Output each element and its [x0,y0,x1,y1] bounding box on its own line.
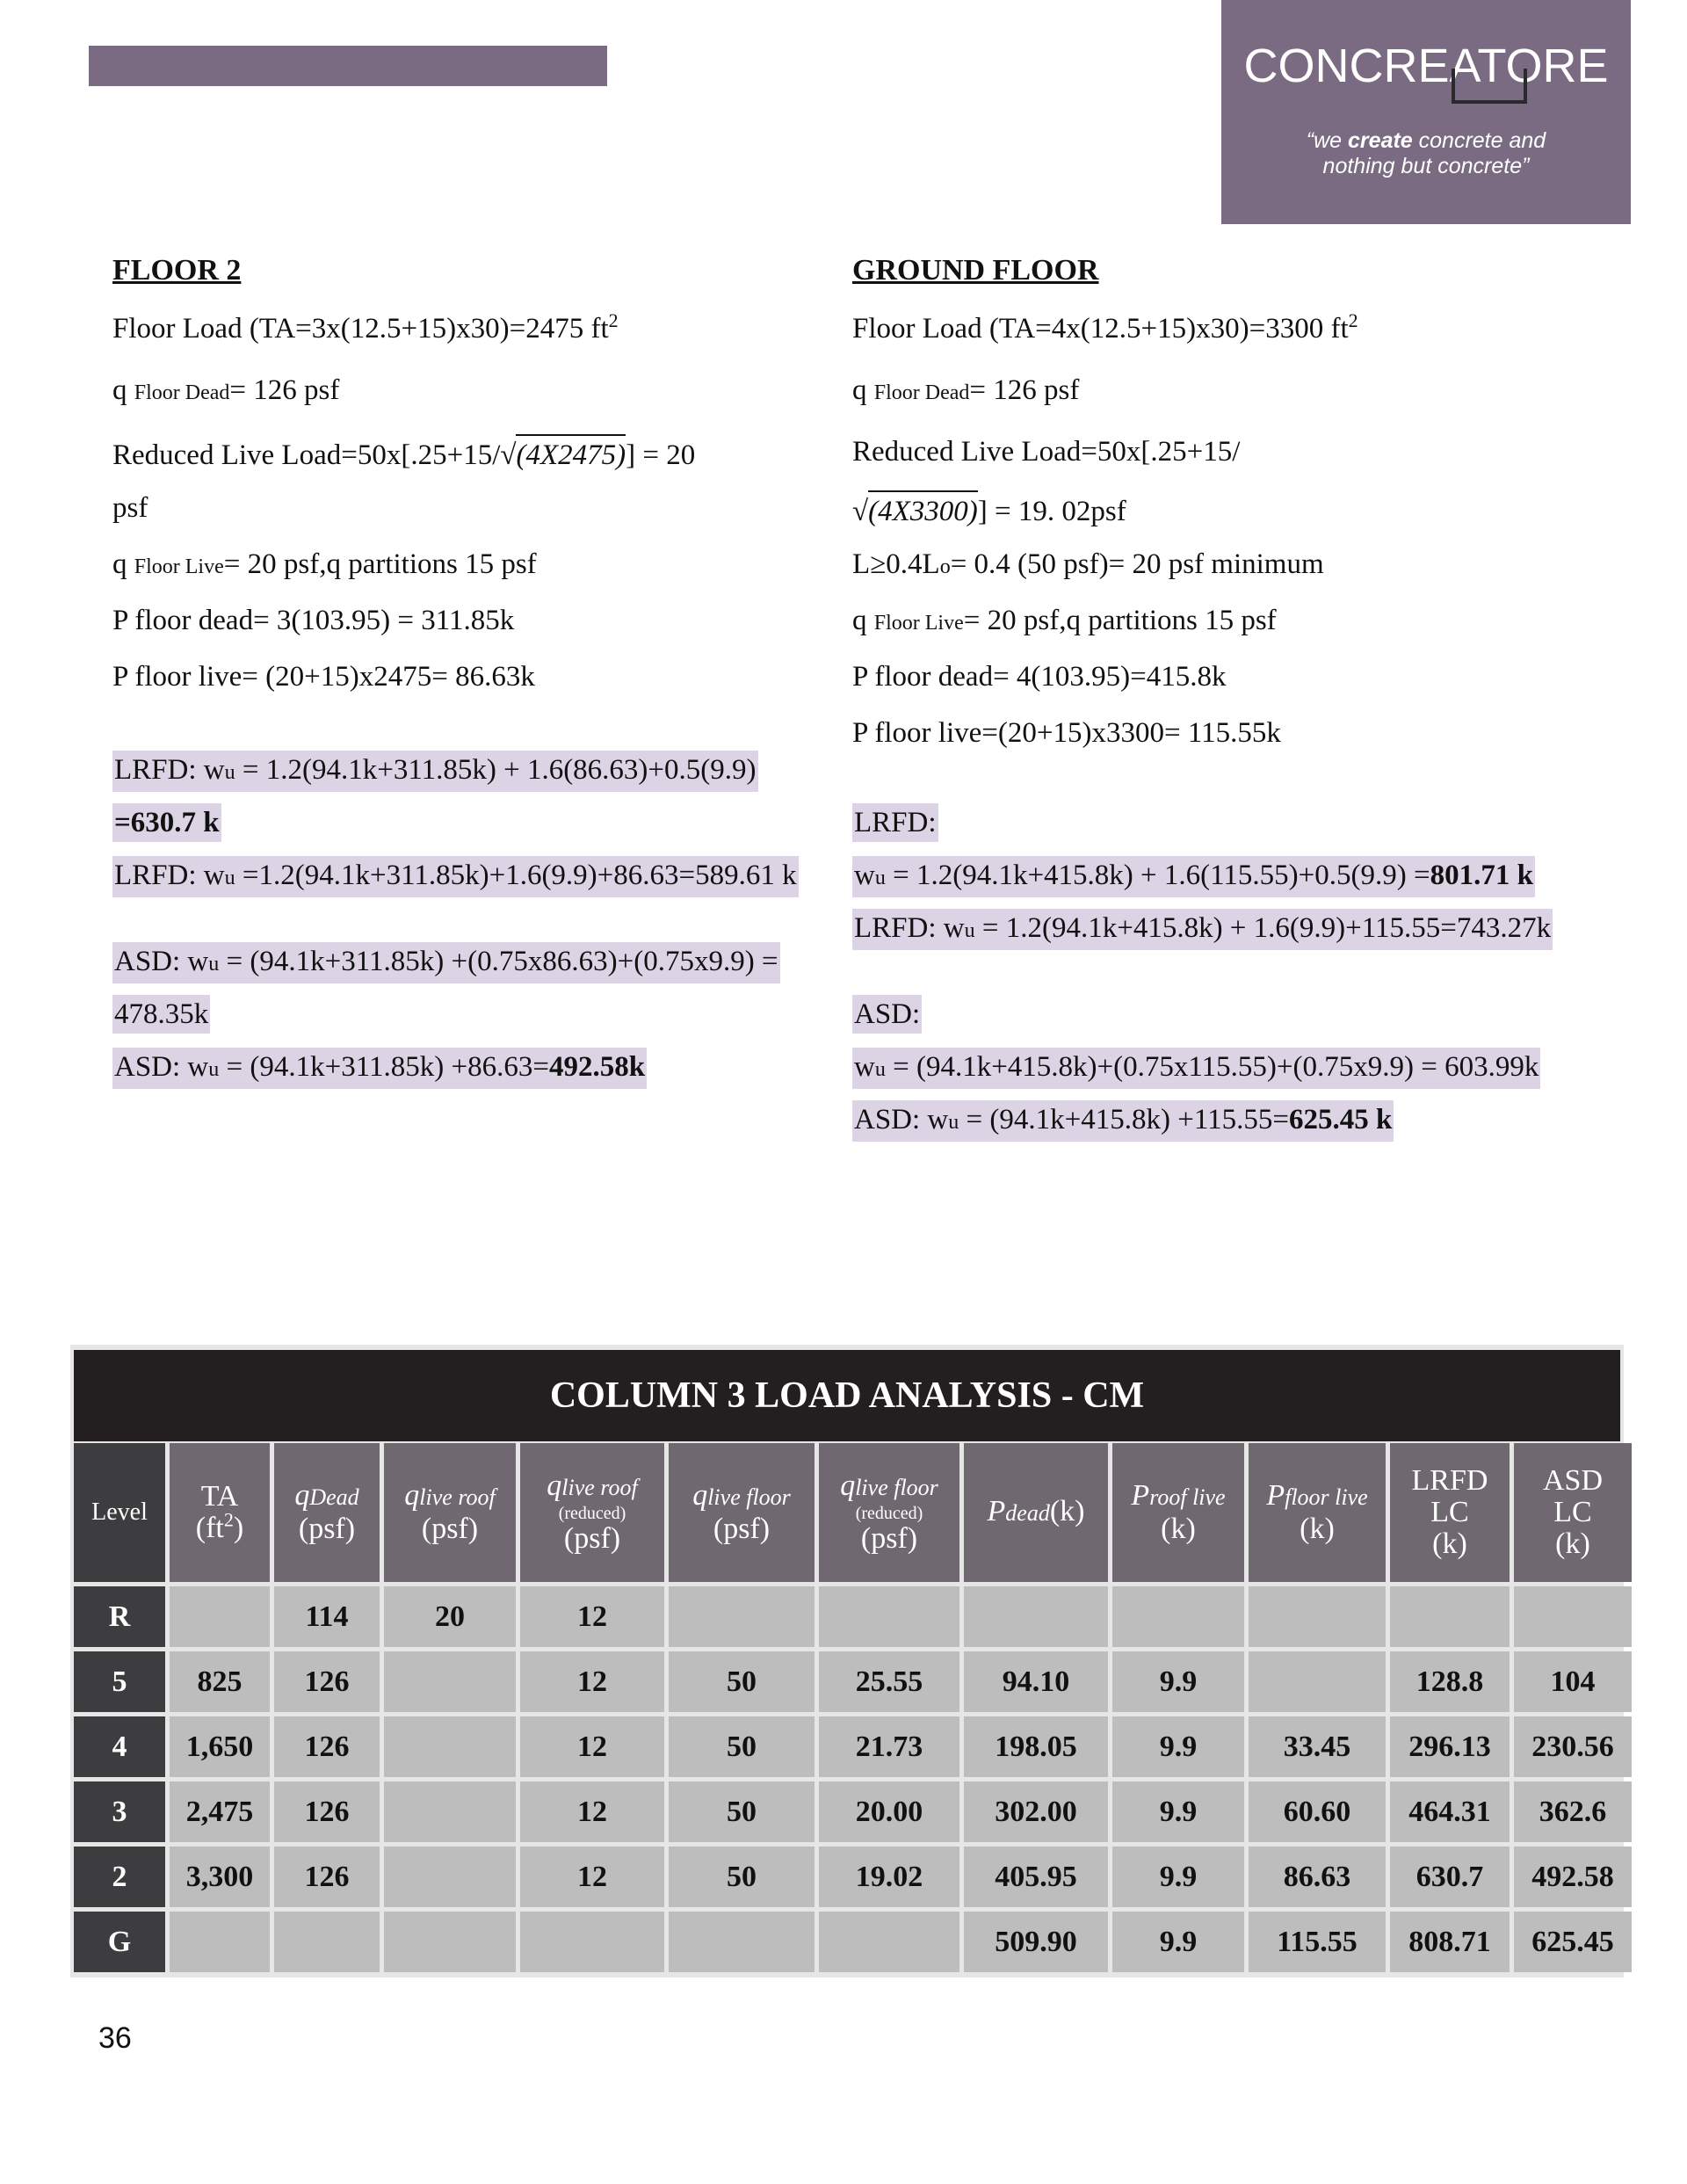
header-ta: TA $(ft^2)$ [170,1443,270,1582]
table-cell [170,1586,270,1647]
header-p-dead: Pdead(k) [964,1443,1108,1582]
header-q-dead: qDead (psf) [274,1443,380,1582]
table-cell [669,1586,815,1647]
table-cell: 302.00 [964,1781,1108,1842]
ground-title: GROUND FLOOR [852,254,1099,287]
table-cell: 230.56 [1514,1716,1632,1777]
header-q-live-floor: qlive floor (psf) [669,1443,815,1582]
table-header-row [74,1443,1632,1582]
table-cell [384,1847,516,1907]
ground-p-dead: P floor dead= 4(103.95)=415.8k [852,661,1227,693]
floor2-section [112,253,833,1086]
table-cell [520,1912,664,1972]
logo-wordmark: CONCREATORE [1243,40,1609,92]
row-level: 3 [74,1781,165,1842]
table-cell [384,1716,516,1777]
floor2-asd1-result: 478.35k [112,995,833,1034]
table-cell: 50 [669,1651,815,1712]
table-cell: 362.6 [1514,1781,1632,1842]
header-asd-lc: ASD LC (k) [1514,1443,1632,1582]
brand-logo [1221,0,1631,224]
floor2-p-dead: P floor dead= 3(103.95) = 311.85k [112,605,515,636]
table-cell: 630.7 [1390,1847,1510,1907]
header-level: Level [74,1443,165,1582]
table-row [74,1586,1632,1647]
header-q-live-roof: qlive roof (psf) [384,1443,516,1582]
table-cell: 9.9 [1112,1847,1244,1907]
table-cell [1514,1586,1632,1647]
table-cell: 50 [669,1847,815,1907]
table-cell [384,1651,516,1712]
table-cell: 12 [520,1781,664,1842]
table-cell: 12 [520,1716,664,1777]
table-row [74,1781,1632,1842]
table-cell [669,1912,815,1972]
table-row [74,1651,1632,1712]
ground-asd2: ASD: wu = (94.1k+415.8k) +115.55=625.45 k [852,1100,1573,1139]
floor2-reduced-live: Reduced Live Load=50x[.25+15/√(4X2475)] = 20 [112,434,833,469]
table-cell: 19.02 [819,1847,959,1907]
table-cell [384,1781,516,1842]
table-cell: 25.55 [819,1651,959,1712]
ground-asd-label: ASD: [852,995,1573,1034]
floor2-lrfd2: LRFD: wu =1.2(94.1k+311.85k)+1.6(9.9)+86.63=589.61 k [112,856,833,895]
floor2-p-live: P floor live= (20+15)x2475= 86.63k [112,661,535,693]
floor2-reduced-live-unit: psf [112,492,148,524]
table-cell [1112,1586,1244,1647]
table-cell: 20.00 [819,1781,959,1842]
table-cell [1249,1651,1386,1712]
ground-reduced-live-root: √(4X3300)] = 19. 02psf [852,490,1573,526]
table-cell: 9.9 [1112,1716,1244,1777]
table-cell: 20 [384,1586,516,1647]
table-cell: 115.55 [1249,1912,1386,1972]
table-cell: 198.05 [964,1716,1108,1777]
table-cell [819,1912,959,1972]
table-cell: 60.60 [1249,1781,1386,1842]
ground-q-live: q Floor Live= 20 psf,q partitions 15 psf [852,605,1277,636]
table-cell [384,1912,516,1972]
table-cell: 114 [274,1586,380,1647]
floor2-title: FLOOR 2 [112,254,242,287]
table-cell: 9.9 [1112,1651,1244,1712]
table-cell: 3,300 [170,1847,270,1907]
floor2-lrfd1: LRFD: wu = 1.2(94.1k+311.85k) + 1.6(86.63)+0.5(9.9) [112,751,833,789]
table-cell [274,1912,380,1972]
table-cell: 9.9 [1112,1912,1244,1972]
table-cell: 625.45 [1514,1912,1632,1972]
floor2-asd2: ASD: wu = (94.1k+311.85k) +86.63=492.58k [112,1048,833,1086]
table-cell: 33.45 [1249,1716,1386,1777]
row-level: G [74,1912,165,1972]
table-cell: 86.63 [1249,1847,1386,1907]
logo-bracket-icon [1452,69,1527,104]
page-number: 36 [98,2021,132,2055]
table-row [74,1716,1632,1777]
table-cell: 825 [170,1651,270,1712]
table-row [74,1912,1632,1972]
table-cell: 492.58 [1514,1847,1632,1907]
ground-q-dead: q Floor Dead= 126 psf [852,374,1080,406]
table-cell: 1,650 [170,1716,270,1777]
header-p-roof-live: Proof live (k) [1112,1443,1244,1582]
row-level: 4 [74,1716,165,1777]
load-table [69,1439,1636,1977]
table-cell: 126 [274,1781,380,1842]
header-q-live-floor-reduced: qlive floor (reduced) (psf) [819,1443,959,1582]
table-cell: 104 [1514,1651,1632,1712]
header-q-live-roof-reduced: qlive roof (reduced) (psf) [520,1443,664,1582]
table-body [74,1586,1632,1972]
header-bar [89,46,607,86]
logo-tagline: “we create concrete and nothing but concrete” [1306,128,1546,178]
table-cell: 12 [520,1847,664,1907]
floor2-floor-load: Floor Load (TA=3x(12.5+15)x30)=2475 $ft^2$ [112,309,619,345]
load-analysis-table [70,1345,1624,1977]
table-cell: 126 [274,1716,380,1777]
table-cell: 126 [274,1651,380,1712]
table-cell: 464.31 [1390,1781,1510,1842]
table-cell [964,1586,1108,1647]
row-level: R [74,1586,165,1647]
ground-reduced-live: Reduced Live Load=50x[.25+15/ [852,436,1241,468]
table-cell: 405.95 [964,1847,1108,1907]
floor2-asd1: ASD: wu = (94.1k+311.85k) +(0.75x86.63)+(0.75x9.9) = [112,942,833,981]
table-cell: 12 [520,1586,664,1647]
table-cell: 808.71 [1390,1912,1510,1972]
table-cell: 50 [669,1716,815,1777]
table-cell [819,1586,959,1647]
floor2-q-live: q Floor Live= 20 psf,q partitions 15 psf [112,548,537,580]
table-cell: 509.90 [964,1912,1108,1972]
table-title: COLUMN 3 LOAD ANALYSIS - CM [74,1350,1620,1441]
table-cell: 21.73 [819,1716,959,1777]
header-lrfd-lc: LRFD LC (k) [1390,1443,1510,1582]
ground-floor-load: Floor Load (TA=4x(12.5+15)x30)=3300 $ft^2$ [852,309,1358,345]
table-cell: 126 [274,1847,380,1907]
table-cell: 9.9 [1112,1781,1244,1842]
floor2-lrfd1-result: =630.7 k [112,803,833,842]
table-cell [1249,1586,1386,1647]
floor2-q-dead: q Floor Dead= 126 psf [112,374,340,406]
ground-lrfd1: wu = 1.2(94.1k+415.8k) + 1.6(115.55)+0.5(9.9) =801.71 k [852,856,1573,895]
table-cell: 296.13 [1390,1716,1510,1777]
table-cell [170,1912,270,1972]
table-cell: 128.8 [1390,1651,1510,1712]
table-row [74,1847,1632,1907]
table-cell: 2,475 [170,1781,270,1842]
ground-floor-section [852,253,1573,1139]
table-cell: 12 [520,1651,664,1712]
ground-p-live: P floor live=(20+15)x3300= 115.55k [852,717,1281,749]
table-cell [1390,1586,1510,1647]
ground-lrfd2: LRFD: wu = 1.2(94.1k+415.8k) + 1.6(9.9)+115.55=743.27k [852,909,1573,947]
ground-minimum: L≥0.4Lo= 0.4 (50 psf)= 20 psf minimum [852,548,1324,580]
ground-lrfd-label: LRFD: [852,803,1573,842]
row-level: 2 [74,1847,165,1907]
table-cell: 50 [669,1781,815,1842]
ground-asd1: wu = (94.1k+415.8k)+(0.75x115.55)+(0.75x9.9) = 603.99k [852,1048,1573,1086]
table-cell: 94.10 [964,1651,1108,1712]
row-level: 5 [74,1651,165,1712]
header-p-floor-live: Pfloor live (k) [1249,1443,1386,1582]
